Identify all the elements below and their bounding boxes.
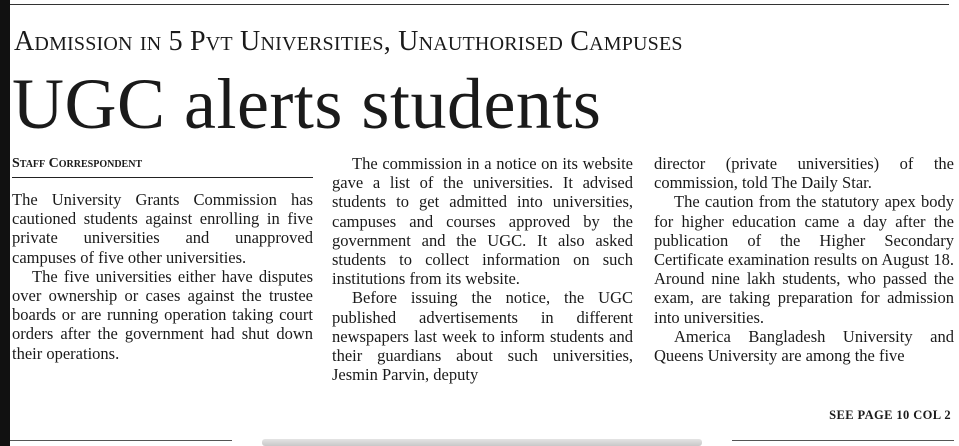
paragraph: The five universities either have disputes over ownership or cases against the trustee boards or are running operation taking court orders after the government had shut down their operations. <box>12 266 313 363</box>
bottom-rule <box>10 440 232 441</box>
paragraph: director (private universities) of the commission, told The Daily Star. <box>654 154 954 193</box>
paragraph: The commission in a notice on its website gave a list of the universities. It advised students to get admitted into universities, campuses and courses approved by the government and the UGC. It also asked students to collect information on such institutions from its website. <box>332 154 633 289</box>
paragraph: Before issuing the notice, the UGC published advertisements in different newspapers last week to inform students and their guardians about such universities, Jesmin Parvin, deputy <box>332 288 633 385</box>
paragraph: The University Grants Commission has cautioned students against enrolling in five private universities and unapproved campuses of five other universities. <box>12 190 313 267</box>
column-2 <box>332 154 633 384</box>
byline: Staff Correspondent <box>12 156 143 171</box>
column-3 <box>654 154 954 365</box>
column-1 <box>12 190 313 363</box>
continuation-link[interactable]: SEE PAGE 10 COL 2 <box>829 408 951 422</box>
kicker: Admission in 5 Pvt Universities, Unauthorised Campuses <box>14 26 683 57</box>
headline: UGC alerts students <box>12 64 602 144</box>
paragraph: America Bangladesh University and Queens University are among the five <box>654 326 954 366</box>
page-fold-shadow <box>262 439 702 446</box>
paragraph: The caution from the statutory apex body for higher education came a day after the publication of the Higher Secondary Certificate examination results on August 18. Around nine lakh students, who passed the exam, are taking preparation for admission into universities. <box>654 192 954 327</box>
byline-rule <box>12 177 313 178</box>
top-rule <box>10 4 949 5</box>
left-edge-bar <box>0 0 10 446</box>
bottom-rule <box>732 440 954 441</box>
